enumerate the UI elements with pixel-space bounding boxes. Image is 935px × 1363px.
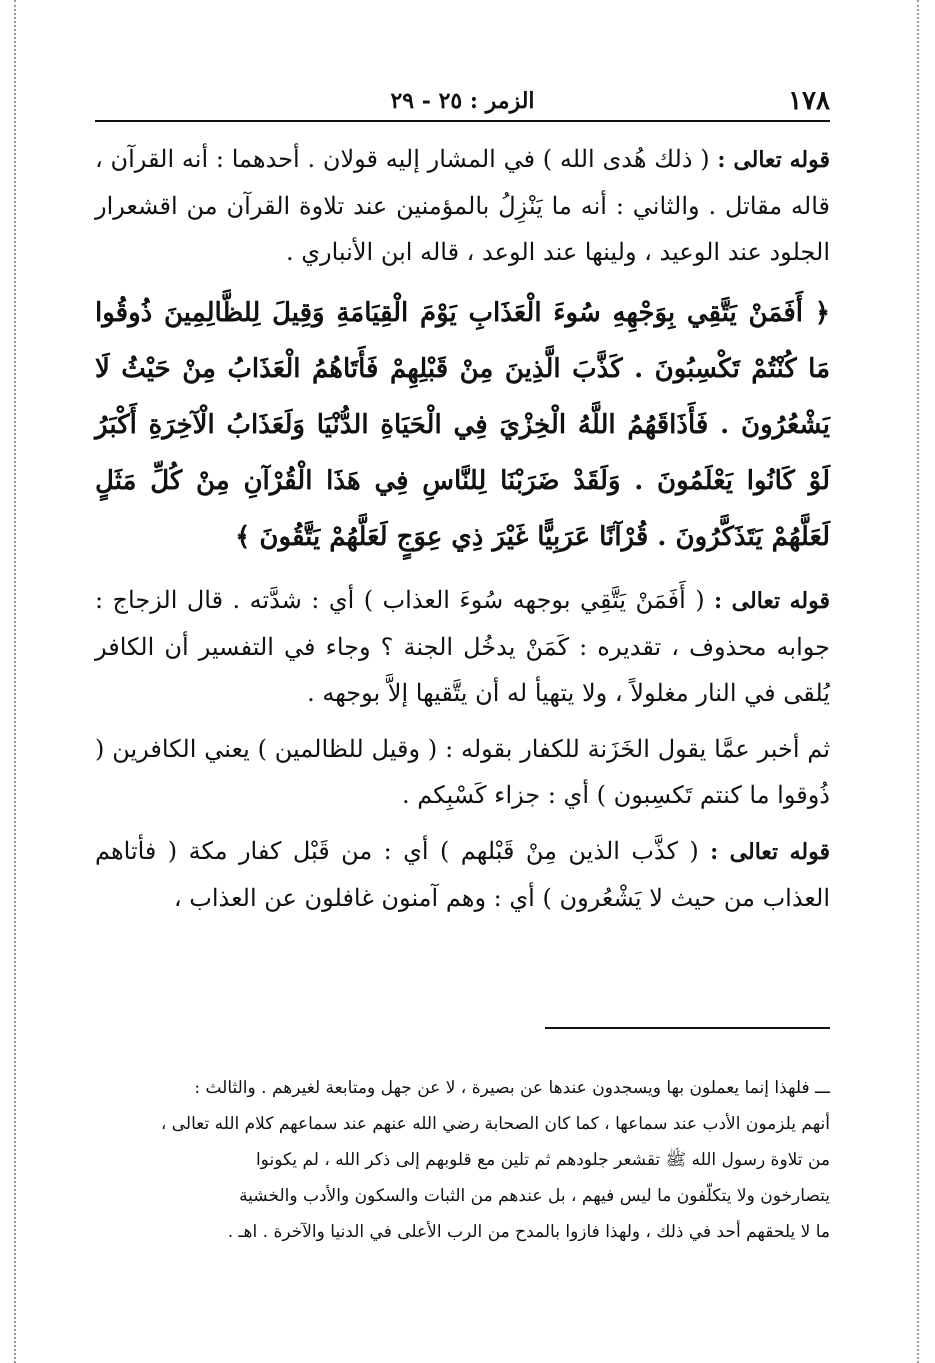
paragraph-lead: قوله تعالى :: [714, 588, 830, 614]
right-margin-dotted-line: [917, 0, 919, 1363]
tafsir-paragraph: [95, 726, 830, 818]
paragraph-lead: قوله تعالى :: [710, 839, 830, 865]
quran-verses: [95, 285, 830, 565]
header-title: الزمر : ٢٥ - ٢٩: [390, 88, 535, 114]
footnote-line: ما لا يلحقهم أحد في ذلك ، ولهذا فازوا بالمدح من الرب الأعلى في الدنيا والآخرة . اهـ .: [227, 1222, 830, 1242]
footnote-line: أنهم يلزمون الأدب عند سماعها ، كما كان الصحابة رضي الله عنهم عند سماعهم كلام الله تعالى ،: [160, 1114, 830, 1134]
tafsir-paragraph: [95, 577, 830, 716]
page-content: [95, 80, 830, 931]
footnote-separator: [545, 1027, 830, 1029]
page-number: ١٧٨: [788, 86, 830, 116]
running-head: [95, 80, 830, 122]
footnote-line: يتصارخون ولا يتكلّفون ما ليس فيهم ، بل عندهم من الثبات والسكون والأدب والخشية: [239, 1186, 830, 1206]
paragraph-lead: قوله تعالى :: [717, 147, 830, 173]
footnote-line: ـــ فلهذا إنما يعملون بها ويسجدون عندها عن بصيرة ، لا عن جهل ومتابعة لغيرهم . والثالث :: [194, 1078, 830, 1098]
verse-text: ﴿ أَفَمَنْ يَتَّقِي بِوَجْهِهِ سُوءَ الْعَذَابِ يَوْمَ الْقِيَامَةِ وَقِيلَ لِلظَّالِمِينَ ذُوقُوا مَا كُنْتُمْ تَكْسِبُونَ . كَذَّبَ الَّذِينَ مِنْ قَبْلِهِمْ فَأَتَاهُمُ الْعَذَابُ مِنْ حَيْثُ لَا يَشْعُرُونَ . فَأَذَاقَهُمُ اللَّهُ الْخِزْيَ فِي الْحَيَاةِ الدُّنْيَا وَلَعَذَابُ الْآخِرَةِ أَكْبَرُ لَوْ كَانُوا يَعْلَمُونَ . وَلَقَدْ ضَرَبْنَا لِلنَّاسِ فِي هَذَا الْقُرْآنِ مِنْ كُلِّ مَثَلٍ لَعَلَّهُمْ يَتَذَكَّرُونَ . قُرْآنًا عَرَبِيًّا غَيْرَ ذِي عِوَجٍ لَعَلَّهُمْ يَتَّقُونَ ﴾: [95, 298, 830, 552]
paragraph-text: ( كذَّب الذين مِنْ قَبْلهم ) أي : من قَبْل كفار مكة ( فأتاهم العذاب من حيث لا يَشْعُرون ) أي : وهم آمنون غافلون عن العذاب ،: [95, 837, 830, 912]
paragraph-text: ( أَفَمَنْ يَتَّقِي بوجهه سُوءَ العذاب ) أي : شدَّته . قال الزجاج : جوابه محذوف ، تقديره : كَمَنْ يدخُل الجنة ؟ وجاء في التفسير أن الكافر يُلقى في النار مغلولاً ، ولا يتهيأ له أن يتَّقيها إلاَّ بوجهه .: [95, 586, 830, 707]
footnote-line: من تلاوة رسول الله ﷺ تقشعر جلودهم ثم تلين مع قلوبهم إلى ذكر الله ، لم يكونوا: [255, 1150, 830, 1170]
tafsir-paragraph: [95, 828, 830, 921]
body-text: [95, 136, 830, 921]
footnotes: [95, 1070, 830, 1250]
paragraph-text: ( ذلك هُدى الله ) في المشار إليه قولان . أحدهما : أنه القرآن ، قاله مقاتل . والثاني : أنه ما يَنْزِلُ بالمؤمنين عند تلاوة القرآن من اقشعرار الجلود عند الوعيد ، ولينها عند الوعد ، قاله ابن الأنباري .: [95, 145, 830, 266]
tafsir-paragraph: [95, 136, 830, 275]
paragraph-text: ثم أخبر عمَّا يقول الخَزَنة للكفار بقوله : ( وقيل للظالمين ) يعني الكافرين ( ذُوقوا ما كنتم تَكسِبون ) أي : جزاء كَسْبِكم .: [95, 735, 830, 809]
left-margin-dotted-line: [14, 0, 16, 1363]
